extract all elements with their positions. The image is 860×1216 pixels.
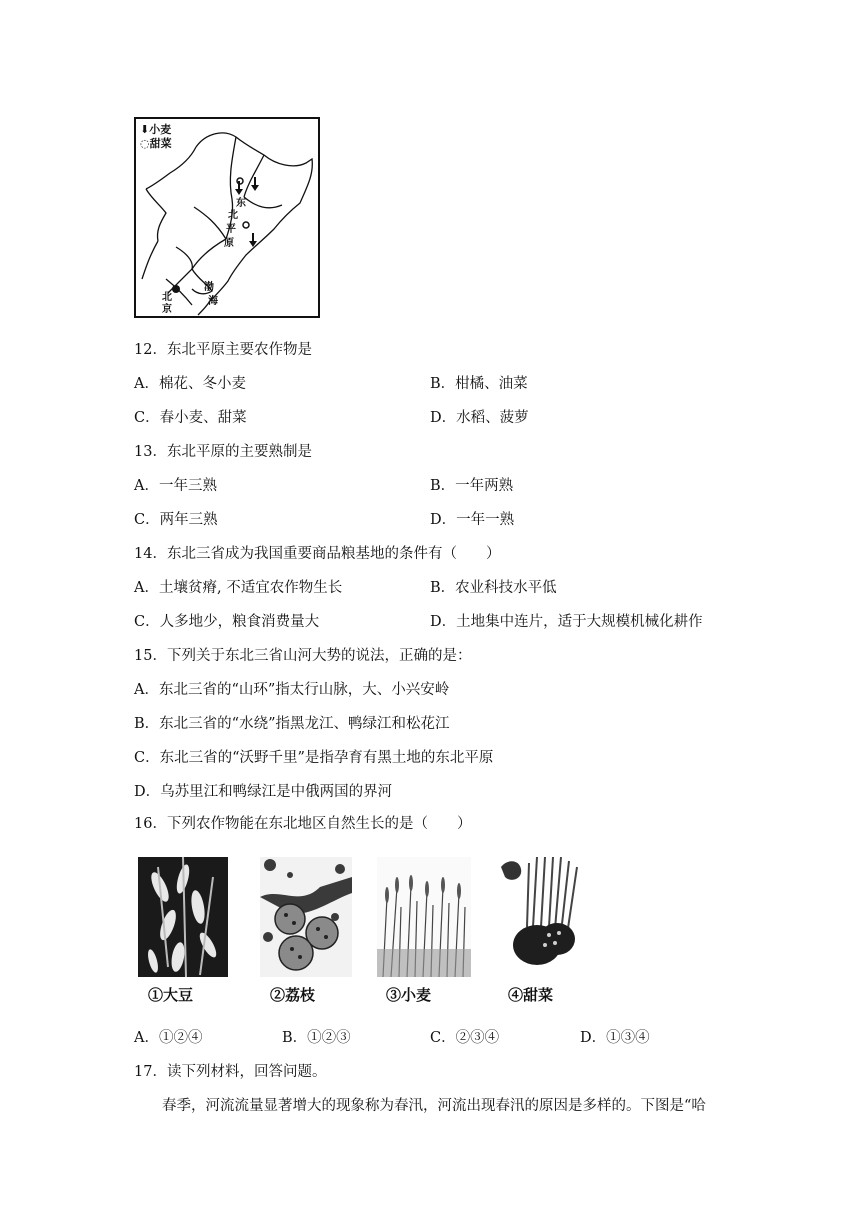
question-13-option-d: D．一年一熟 <box>430 512 515 528</box>
legend-beet: ◌甜菜 <box>140 137 172 150</box>
question-14-stem: 14．东北三省成为我国重要商品粮基地的条件有（ ） <box>134 546 501 562</box>
question-15-option-d: D．乌苏里江和鸭绿江是中俄两国的界河 <box>134 784 393 800</box>
map-label-dong: 东 <box>236 198 246 209</box>
lychee-photo <box>260 857 352 977</box>
beet-circle-icon: ◌ <box>140 137 150 150</box>
question-17-paragraph: 春季，河流流量显著增大的现象称为春汛，河流出现春汛的原因是多样的。下图是“哈 <box>162 1098 706 1114</box>
beet-photo <box>497 857 589 977</box>
wheat-photo <box>377 857 471 977</box>
map-label-ping: 平 <box>226 224 236 235</box>
question-12-stem: 12．东北平原主要农作物是 <box>134 342 312 358</box>
map-label-beijing-2: 京 <box>162 304 172 315</box>
question-16-option-b: B．①②③ <box>282 1030 351 1046</box>
question-13-option-c: C．两年三熟 <box>134 512 218 528</box>
question-14-option-c: C．人多地少，粮食消费量大 <box>134 614 320 630</box>
map-label-yuan: 原 <box>224 238 234 249</box>
question-17-stem: 17．读下列材料，回答问题。 <box>134 1064 327 1080</box>
question-15-option-c: C．东北三省的“沃野千里”是指孕育有黑土地的东北平原 <box>134 750 494 766</box>
question-13-option-a: A．一年三熟 <box>134 478 217 494</box>
question-15-stem: 15．下列关于东北三省山河大势的说法，正确的是： <box>134 648 472 664</box>
map-label-beijing-1: 北 <box>162 292 172 303</box>
question-16-option-a: A．①②④ <box>134 1030 203 1046</box>
map-label-bohai-1: 渤 <box>204 282 214 293</box>
question-14-option-d: D．土地集中连片，适于大规模机械化耕作 <box>430 614 703 630</box>
question-16-option-d: D．①③④ <box>580 1030 650 1046</box>
photo-caption-beet: ④甜菜 <box>508 986 554 1004</box>
wheat-arrow-icon: ⬇ <box>140 123 150 136</box>
map-label-bohai-2: 海 <box>208 296 218 307</box>
question-13-stem: 13．东北平原的主要熟制是 <box>134 444 312 460</box>
soybean-photo <box>138 857 228 977</box>
photo-caption-lychee: ②荔枝 <box>270 986 316 1004</box>
northeast-map <box>134 117 320 318</box>
question-12-option-b: B．柑橘、油菜 <box>430 376 528 392</box>
photo-caption-wheat: ③小麦 <box>386 986 432 1004</box>
question-13-option-b: B．一年两熟 <box>430 478 514 494</box>
question-16-option-c: C．②③④ <box>430 1030 500 1046</box>
question-16-stem: 16．下列农作物能在东北地区自然生长的是（ ） <box>134 816 472 832</box>
map-legend <box>140 123 172 151</box>
question-12-option-d: D．水稻、菠萝 <box>430 410 529 426</box>
question-12-option-a: A．棉花、冬小麦 <box>134 376 246 392</box>
question-12-option-c: C．春小麦、甜菜 <box>134 410 247 426</box>
map-label-bei: 北 <box>228 210 238 221</box>
legend-wheat: ⬇小麦 <box>140 123 172 136</box>
question-14-option-b: B．农业科技水平低 <box>430 580 557 596</box>
question-15-option-a: A．东北三省的“山环”指太行山脉，大、小兴安岭 <box>134 682 450 698</box>
photo-caption-soybean: ①大豆 <box>148 986 194 1004</box>
question-14-option-a: A．土壤贫瘠, 不适宜农作物生长 <box>134 580 343 596</box>
question-15-option-b: B．东北三省的“水绕”指黑龙江、鸭绿江和松花江 <box>134 716 450 732</box>
